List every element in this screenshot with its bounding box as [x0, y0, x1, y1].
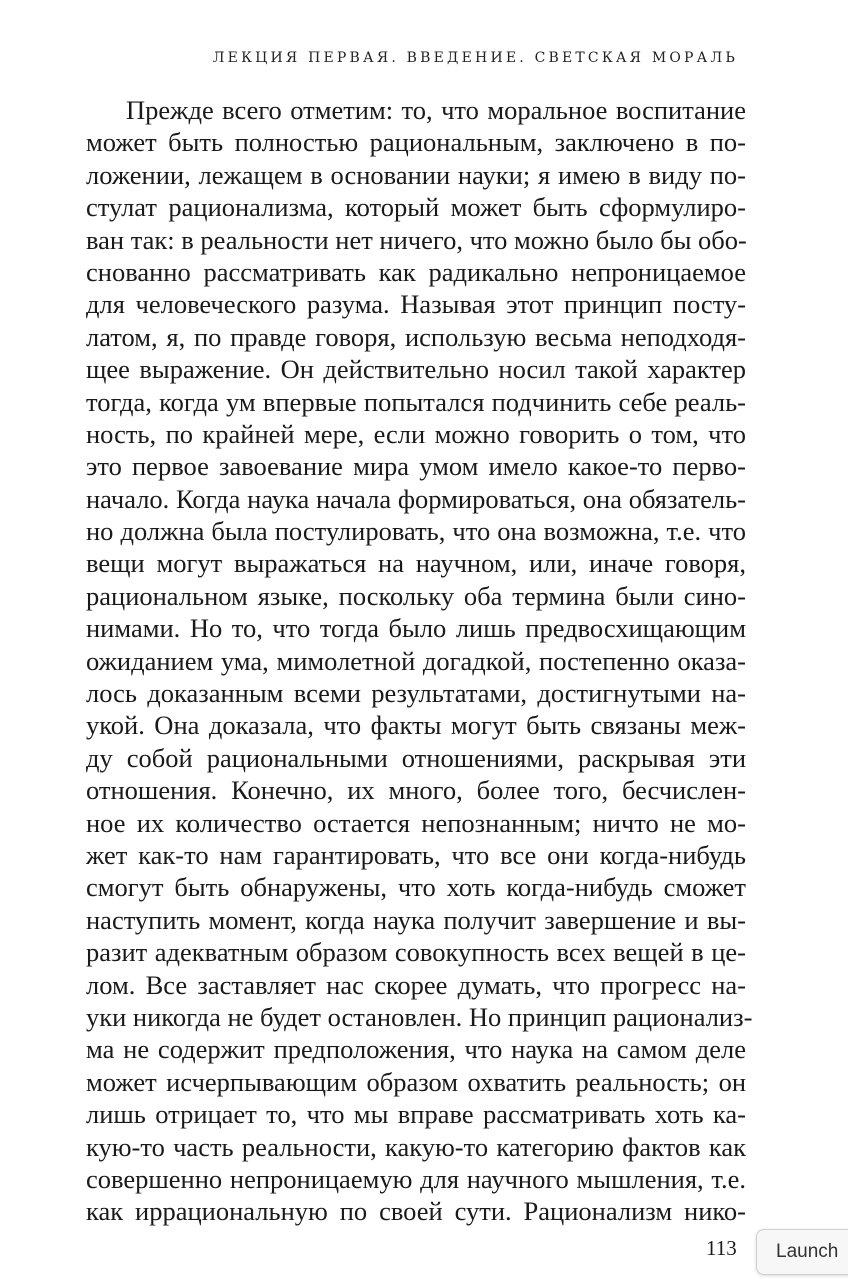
- text-line: кую-то часть реальности, какую-то категорию фактов как: [86, 1131, 746, 1162]
- text-line: ду собой рациональными отношениями, раскрывая эти: [86, 742, 746, 773]
- text-line: вещи могут выражаться на научном, или, иначе говоря,: [86, 548, 746, 579]
- text-line: лось доказанным всеми результатами, достигнутыми на-: [86, 678, 746, 709]
- text-line: ложении, лежащем в основании науки; я имею в виду по-: [86, 159, 746, 190]
- text-line: ожиданием ума, мимолетной догадкой, постепенно оказа-: [86, 645, 746, 676]
- text-line: это первое завоевание мира умом имело какое-то перво-: [86, 451, 746, 482]
- launch-button[interactable]: Launch: [756, 1229, 848, 1275]
- text-line: уки никогда не будет остановлен. Но принцип рационализ-: [86, 1001, 753, 1032]
- text-line: жет как-то нам гарантировать, что все они когда-нибудь: [86, 839, 746, 870]
- text-line: щее выражение. Он действительно носил такой характер: [86, 354, 746, 385]
- text-line: рациональном языке, поскольку оба термина были сино-: [86, 580, 746, 611]
- text-line: ность, по крайней мере, если можно говорить о том, что: [86, 418, 746, 449]
- text-line: как иррациональную по своей сути. Рационализм нико-: [86, 1196, 746, 1227]
- text-line: ма не содержит предположения, что наука на самом деле: [86, 1034, 746, 1065]
- text-line: тогда, когда ум впервые попытался подчинить себе реаль-: [86, 386, 746, 417]
- text-line: нимами. Но то, что тогда было лишь предвосхищающим: [86, 613, 746, 644]
- text-line: снованно рассматривать как радикально непроницаемое: [86, 256, 746, 287]
- text-line: отношения. Конечно, их много, более того, бесчислен-: [86, 775, 746, 806]
- text-line: стулат рационализма, который может быть сформулиро-: [86, 192, 746, 223]
- text-line: но должна была постулировать, что она возможна, т.е. что: [86, 516, 746, 547]
- text-line: наступить момент, когда наука получит завершение и вы-: [86, 904, 746, 935]
- text-line: совершенно непроницаемую для научного мышления, т.е.: [86, 1163, 746, 1194]
- text-line: для человеческого разума. Называя этот принцип посту-: [86, 289, 746, 320]
- running-header: ЛЕКЦИЯ ПЕРВАЯ. ВВЕДЕНИЕ. СВЕТСКАЯ МОРАЛЬ: [212, 50, 738, 66]
- text-line: может быть полностью рациональным, заключено в по-: [86, 127, 746, 158]
- text-line: ное их количество остается непознанным; ничто не мо-: [86, 807, 746, 838]
- text-line: ван так: в реальности нет ничего, что можно было бы обо-: [86, 224, 747, 255]
- text-line: разит адекватным образом совокупность всех вещей в це-: [86, 937, 746, 968]
- text-line: лом. Все заставляет нас скорее думать, что прогресс на-: [86, 969, 746, 1000]
- text-line: лишь отрицает то, что мы вправе рассматривать хоть ка-: [86, 1099, 746, 1130]
- text-line: латом, я, по правде говоря, использую весьма неподходя-: [86, 321, 746, 352]
- text-line: смогут быть обнаружены, что хоть когда-нибудь сможет: [86, 872, 746, 903]
- text-line: начало. Когда наука начала формироваться, она обязатель-: [86, 483, 746, 514]
- text-line: может исчерпывающим образом охватить реальность; он: [86, 1066, 746, 1097]
- body-text: [86, 94, 753, 1228]
- text-line: Прежде всего отметим: то, что моральное воспитание: [126, 95, 746, 125]
- text-line: укой. Она доказала, что факты могут быть связаны меж-: [86, 710, 746, 741]
- page-number: 113: [706, 1236, 737, 1260]
